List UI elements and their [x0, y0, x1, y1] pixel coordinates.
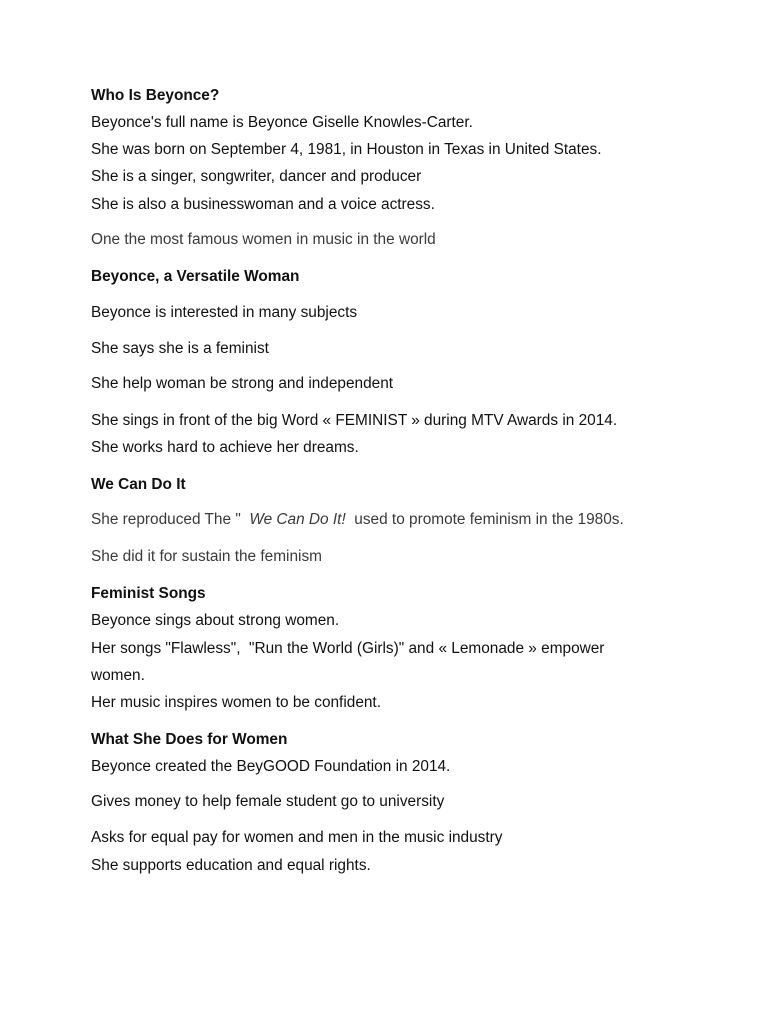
section-heading: We Can Do It [91, 476, 186, 493]
text-line: Asks for equal pay for women and men in the music industry [91, 829, 503, 846]
reproduced-line [91, 510, 624, 530]
text-line: She is also a businesswoman and a voice actress. [91, 196, 435, 213]
slogan-italic: We Can Do It! [249, 511, 346, 528]
text-line: She sings in front of the big Word « FEMINIST » during MTV Awards in 2014. [91, 412, 618, 429]
text-line: One the most famous women in music in the world [91, 231, 436, 248]
text-line: She did it for sustain the feminism [91, 548, 322, 565]
text-line: She was born on September 4, 1981, in Houston in Texas in United States. [91, 141, 602, 158]
section-heading: Who Is Beyonce? [91, 87, 220, 104]
text-line: Her music inspires women to be confident. [91, 694, 381, 711]
text-line: She supports education and equal rights. [91, 857, 371, 874]
text-line: She is a singer, songwriter, dancer and producer [91, 168, 422, 185]
text-line: Gives money to help female student go to university [91, 793, 445, 810]
text-line: Beyonce created the BeyGOOD Foundation in 2014. [91, 758, 451, 775]
text-line: Beyonce is interested in many subjects [91, 304, 358, 321]
text-line: Beyonce sings about strong women. [91, 612, 340, 629]
text-line: women. [91, 667, 145, 684]
reproduced-text-before: She reproduced The " [91, 511, 250, 528]
text-line: She help woman be strong and independent [91, 375, 394, 392]
text-line: Beyonce's full name is Beyonce Giselle Knowles-Carter. [91, 114, 473, 131]
reproduced-text-after: used to promote feminism in the 1980s. [345, 511, 624, 528]
section-heading: Feminist Songs [91, 585, 206, 602]
text-line: She says she is a feminist [91, 340, 269, 357]
text-line: She works hard to achieve her dreams. [91, 439, 359, 456]
text-line: Her songs "Flawless", "Run the World (Girls)" and « Lemonade » empower [91, 640, 605, 657]
section-heading: What She Does for Women [91, 731, 288, 748]
section-heading: Beyonce, a Versatile Woman [91, 268, 300, 285]
